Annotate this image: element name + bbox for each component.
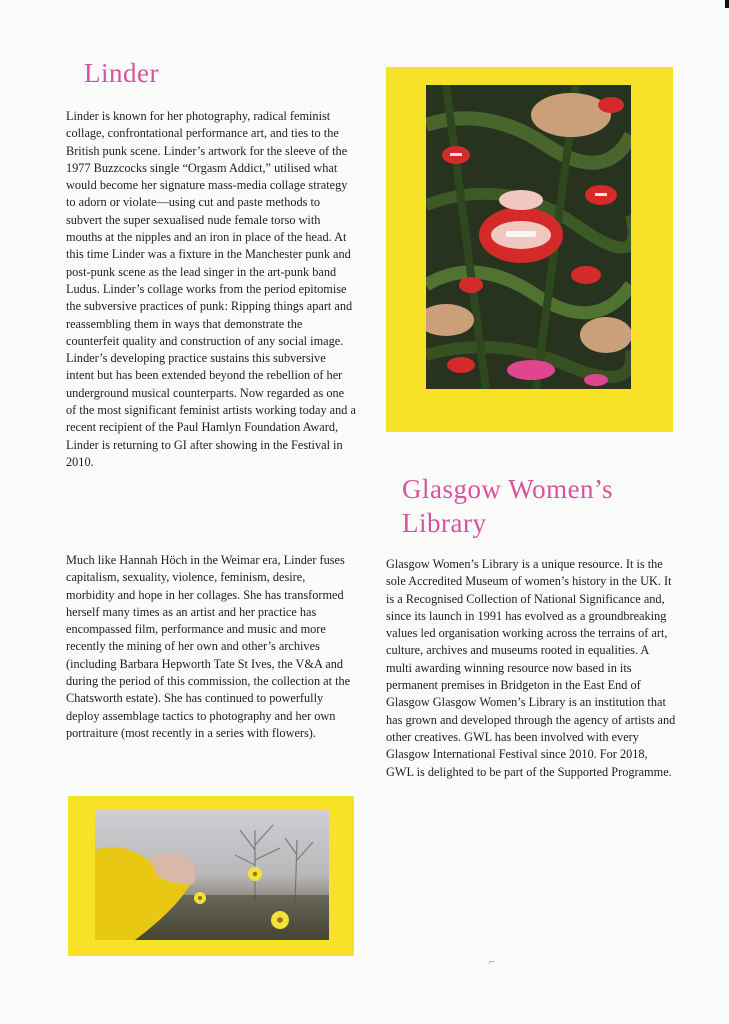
gwl-paragraph-1: Glasgow Women’s Library is a unique resource. It is the sole Accredited Museum of women’s history in the UK. It is a Recognised Collection of National Significance and, since its launch in 1991 has evolved as a groundbreaking values led organisation working across the terrains of art, culture, archives and museums rooted in equalities. A multi awarding winning resource now based in its permanent premises in Bridgeton in the East End of Glasgow Glasgow Women’s Library is an institution that has grown and developed through the agency of artists and other creatives. GWL has been involved with every Glasgow International Festival since 2010. For 2018, GWL is delighted to be part of the Supported Programme. [386,557,676,779]
hand-with-flowers-icon [95,810,329,940]
collage-artwork-image [426,85,631,389]
scan-artifact: ⌐ [488,958,496,968]
linder-paragraph-2: Much like Hannah Höch in the Weimar era, Linder fuses capitalism, sexuality, violence, feminism, desire, morbidity and hope in her collages. She has transformed herself many times as an artist and her practice has encompassed film, performance and music and more recently the mining of her own and other’s archives (including Barbara Hepworth Tate St Ives, the V&A and during the period of this commission, the collection at the Chatsworth estate). She has continued to powerfully deploy assemblage tactics to photography and her own portraiture (most recently in a series with flowers). [66,553,351,740]
linder-paragraph-1: Linder is known for her photography, radical feminist collage, confrontational performance art, and ties to the British punk scene. Linder’s artwork for the sleeve of the 1977 Buzzcocks single “Orgasm Addict,” utilised what would become her signature mass-media collage strategy to adorn or violate—using cut and paste methods to subvert the super sexualised nude female torso with mouths at the nipples and an iron in place of the head. At this time Linder was a fixture in the Manchester punk and post-punk scene as the lead singer in the art-punk band Ludus. Linder’s collage works from the period epitomise the subversive practices of punk: Ripping things apart and reassembling them in ways that demonstrate the counterfeit quality and construction of any social image. Linder’s developing practice sustains this subversive intent but has been extended beyond the rebellion of her underground musical counterparts. Now regarded as one of the most significant feminist artists working today and a recent recipient of the Paul Hamlyn Foundation Award, Linder is returning to GI after showing in the Festival in 2010. [66,109,356,469]
hand-flowers-photo [95,810,329,940]
linder-heading: Linder [84,58,159,88]
photo-image-frame [68,796,354,956]
collage-artwork-icon [426,85,631,389]
collage-image-frame [386,67,673,432]
gwl-heading: Glasgow Women’s Library [402,474,614,538]
scan-edge-mark [725,0,729,8]
